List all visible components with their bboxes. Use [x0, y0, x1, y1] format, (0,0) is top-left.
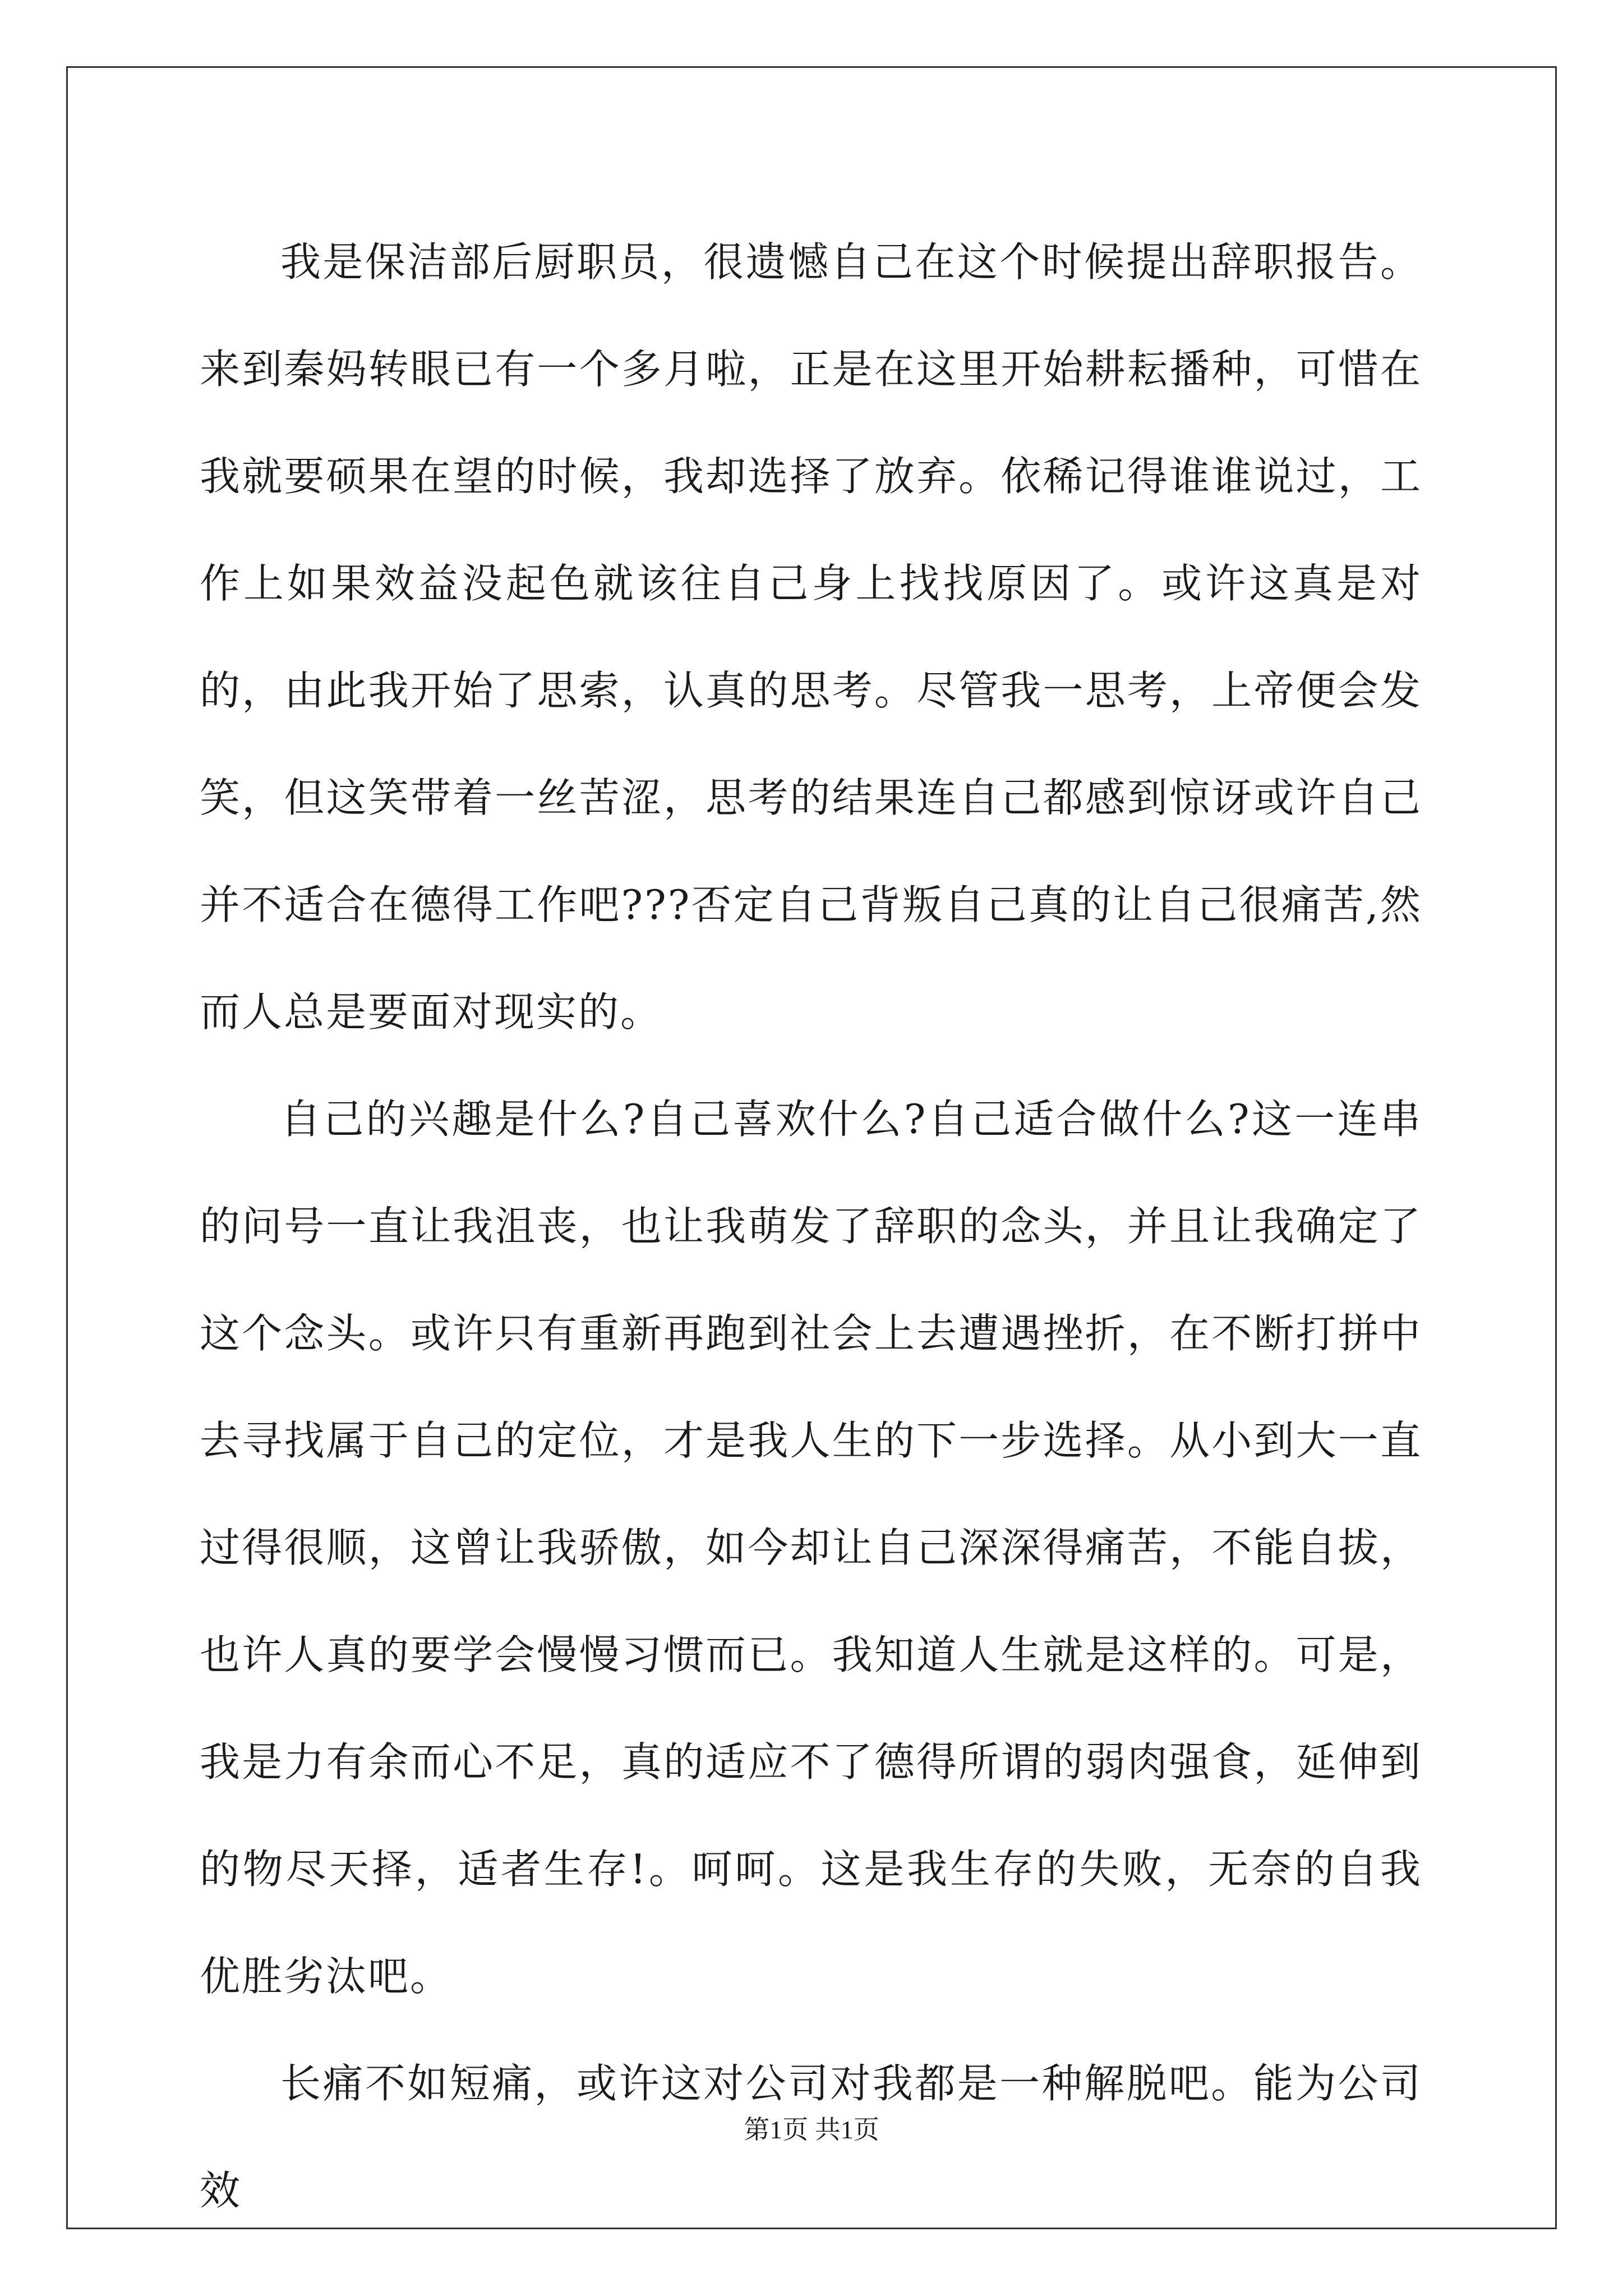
document-body: [200, 209, 1422, 2244]
paragraph-1: 我是保洁部后厨职员，很遗憾自己在这个时候提出辞职报告。来到秦妈转眼已有一个多月啦，正是在这里开始耕耘播种，可惜在我就要硕果在望的时候，我却选择了放弃。依稀记得谁谁说过，工作上如果效益没起色就该往自己身上找找原因了。或许这真是对的，由此我开始了思索，认真的思考。尽管我一思考，上帝便会发笑，但这笑带着一丝苦涩，思考的结果连自己都感到惊讶或许自己并不适合在德得工作吧???否定自己背叛自己真的让自己很痛苦,然而人总是要面对现实的。: [200, 238, 1422, 1036]
paragraph-2: 自己的兴趣是什么?自己喜欢什么?自己适合做什么?这一连串的问号一直让我沮丧，也让我萌发了辞职的念头，并且让我确定了这个念头。或许只有重新再跑到社会上去遭遇挫折，在不断打拼中去寻找属于自己的定位，才是我人生的下一步选择。从小到大一直过得很顺，这曾让我骄傲，如今却让自己深深得痛苦，不能自拔，也许人真的要学会慢慢习惯而已。我知道人生就是这样的。可是，我是力有余而心不足，真的适应不了德得所谓的弱肉强食，延伸到的物尽天择，适者生存!。呵呵。这是我生存的失败，无奈的自我优胜劣汰吧。: [200, 1096, 1422, 2000]
page-number-footer: 第1页 共1页: [744, 2115, 879, 2144]
paragraph-3: 长痛不如短痛，或许这对公司对我都是一种解脱吧。能为公司效: [200, 2060, 1422, 2214]
